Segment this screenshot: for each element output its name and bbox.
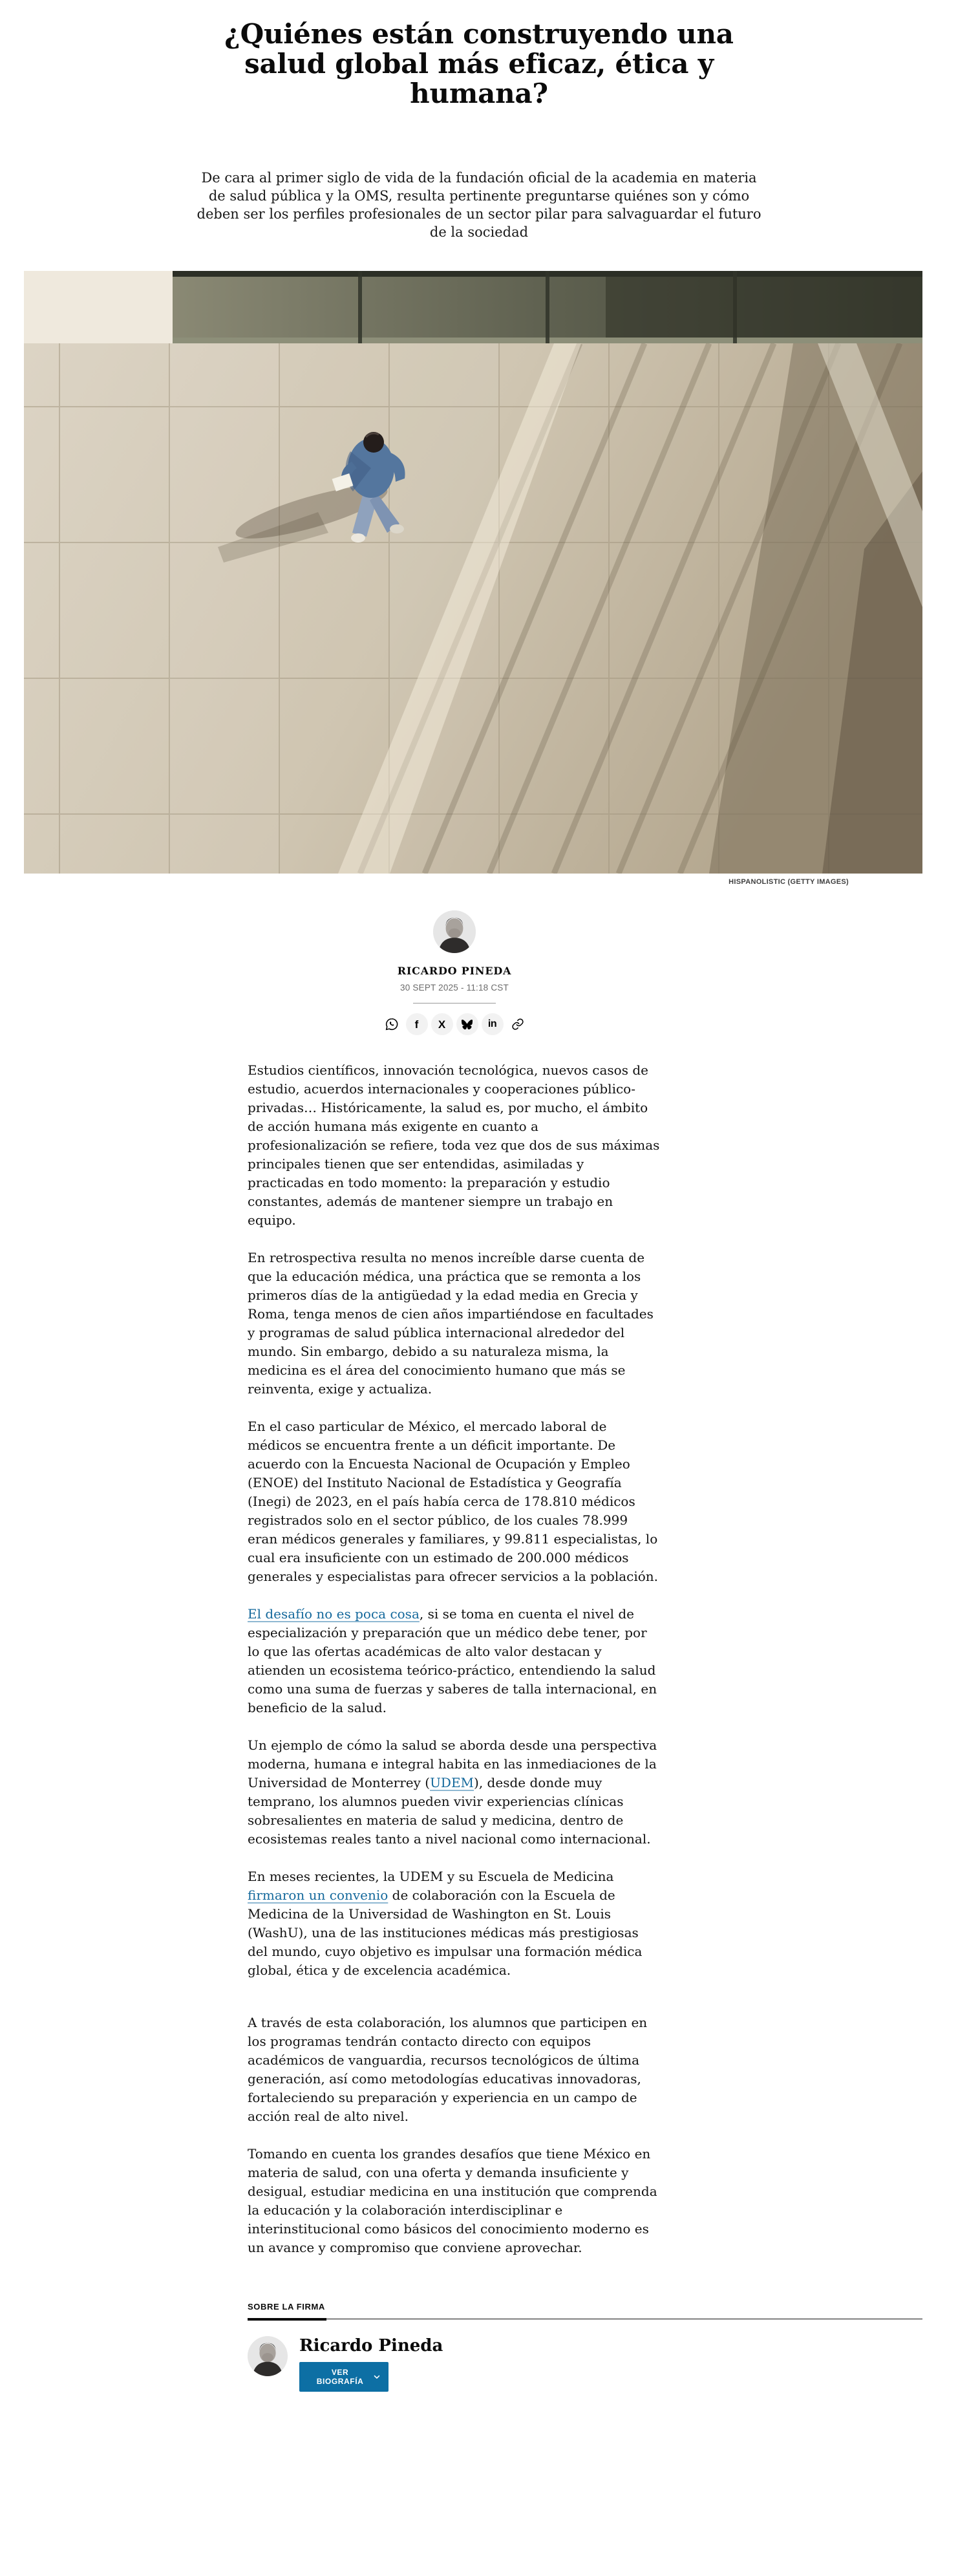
- hero-photo: [24, 271, 922, 874]
- paragraph-5-text-post: ), desde donde muy temprano, los alumnos pueden vivir experiencias clínicas sobresalientes en materia de salud y medicina, dentro de ecosistemas reales tanto a nivel nacional como internacional.: [248, 1775, 651, 1847]
- paragraph-4: [248, 1605, 661, 1717]
- page-title: ¿Quiénes están construyendo una salud global más eficaz, ética y humana?: [224, 18, 734, 110]
- paragraph-3: En el caso particular de México, el mercado laboral de médicos se encuentra frente a un déficit importante. De acuerdo con la Encuesta Nacional de Ocupación y Empleo (ENOE) del Instituto Nacional de Estadística y Geografía (Inegi) de 2023, en el país había cerca de 178.810 médicos registrados solo en el sector público, de los cuales 78.999 eran médicos generales y familiares, y 99.811 especialistas, lo cual era insuficiente con un estimado de 200.000 médicos generales y especialistas para ofrecer servicios a la población.: [248, 1419, 659, 1585]
- facebook-icon: f: [414, 1018, 419, 1031]
- author-card-name[interactable]: Ricardo Pineda: [299, 2336, 443, 2356]
- x-icon: X: [438, 1018, 446, 1031]
- paragraph-4-text: , si se toma en cuenta el nivel de especialización y preparación que un médico debe tener, por lo que las ofertas académicas de alto valor destacan y atienden un ecosistema teórico-práctico, entendiendo la salud como una suma de fuerzas y saberes de talla internacional, en beneficio de la salud.: [248, 1606, 657, 1716]
- author-card: [248, 2336, 922, 2392]
- about-author-header: [248, 2300, 922, 2319]
- paragraph-5-text-pre: Un ejemplo de cómo la salud se aborda desde una perspectiva moderna, humana e integral habita en las inmediaciones de la Universidad de Monterrey (: [248, 1737, 657, 1791]
- copy-link-icon: [511, 1018, 524, 1031]
- hero-photo-illustration: [24, 271, 922, 874]
- paragraph-7: A través de esta colaboración, los alumnos que participen en los programas tendrán contacto directo con equipos académicos de vanguardia, recursos tecnológicos de última generación, así como metodologías educativas innovadoras, fortaleciendo su preparación y experiencia en un campo de acción real de alto nivel.: [248, 2015, 648, 2125]
- share-whatsapp-button[interactable]: [381, 1013, 403, 1035]
- paragraph-8: Tomando en cuenta los grandes desafíos que tiene México en materia de salud, con una oferta y demanda insuficiente y desigual, estudiar medicina en una institución que comprenda la educación y la colaboración interdisciplinar e interinstitucional como básicos del conocimiento moderno es un avance y compromiso que conviene aprovechar.: [248, 2146, 657, 2256]
- article-header: [0, 19, 958, 241]
- paragraph-2: En retrospectiva resulta no menos increíble darse cuenta de que la educación médica, una práctica que se remonta a los primeros días de la antigüedad y la edad media en Grecia y Roma, tenga menos de cien años impartiéndose en facultades y programas de salud pública internacional alrededor del mundo. Sin embargo, debido a su naturaleza misma, la medicina es el área del conocimiento humano que más se reinventa, exige y actualiza.: [248, 1250, 654, 1397]
- chevron-down-icon: [373, 2373, 381, 2381]
- author-name[interactable]: RICARDO PINEDA: [397, 965, 512, 978]
- share-bluesky-button[interactable]: [456, 1013, 478, 1035]
- paragraph-1: Estudios científicos, innovación tecnológica, nuevos casos de estudio, acuerdos internacionales y cooperaciones público-privadas… Históricamente, la salud es, por mucho, el ámbito de acción humana más exigente en cuanto a profesionalización se refiere, toda vez que dos de sus máximas principales tienen que ser entendidas, asimiladas y practicadas en todo momento: la preparación y estudio constantes, además de mantener siempre un trabajo en equipo.: [248, 1062, 660, 1229]
- linkedin-icon: in: [487, 1018, 497, 1030]
- view-biography-label: VER BIOGRAFÍA: [316, 2368, 364, 2387]
- copy-link-button[interactable]: [507, 1013, 529, 1035]
- photo-credit: HISPANOLISTIC (GETTY IMAGES): [729, 878, 849, 886]
- article-subtitle: De cara al primer siglo de vida de la fundación oficial de la academia en materia de salud pública y la OMS, resulta pertinente preguntarse quiénes son y cómo deben ser los perfiles profesionales de un sector pilar para salvaguardar el futuro de la sociedad: [197, 169, 761, 240]
- link-convenio[interactable]: firmaron un convenio: [248, 1887, 389, 1904]
- link-udem[interactable]: UDEM: [430, 1775, 474, 1791]
- whatsapp-icon: [385, 1017, 399, 1031]
- author-card-info: [299, 2336, 443, 2392]
- article-body: [248, 1061, 661, 2257]
- link-el-desafio[interactable]: El desafío no es poca cosa: [248, 1606, 420, 1622]
- share-linkedin-button[interactable]: [482, 1013, 504, 1035]
- paragraph-6-text-pre: En meses recientes, la UDEM y su Escuela de Medicina: [248, 1869, 614, 1885]
- about-author-section: [248, 2300, 922, 2392]
- author-card-portrait-illustration: [248, 2336, 288, 2376]
- paragraph-6: [248, 1867, 661, 1980]
- byline-block: [248, 910, 661, 1035]
- about-author-label: SOBRE LA FIRMA: [248, 2302, 325, 2312]
- bluesky-icon: [462, 1019, 473, 1030]
- share-facebook-button[interactable]: [406, 1013, 428, 1035]
- view-biography-button[interactable]: [299, 2362, 389, 2392]
- author-card-avatar[interactable]: [248, 2336, 288, 2376]
- share-x-button[interactable]: [431, 1013, 453, 1035]
- publish-date: 30 SEPT 2025 - 11:18 CST: [400, 983, 509, 993]
- share-toolbar: [248, 1013, 661, 1035]
- hero-figure: [24, 271, 922, 886]
- author-avatar[interactable]: [433, 910, 476, 953]
- paragraph-5: [248, 1736, 661, 1849]
- author-portrait-illustration: [433, 910, 476, 953]
- byline-divider: [413, 1003, 496, 1004]
- paragraph-6-text-post: de colaboración con la Escuela de Medicina de la Universidad de Washington en St. Louis (WashU), una de las instituciones médicas más prestigiosas del mundo, cuyo objetivo es impulsar una formación médica global, ética y de excelencia académica.: [248, 1887, 643, 1979]
